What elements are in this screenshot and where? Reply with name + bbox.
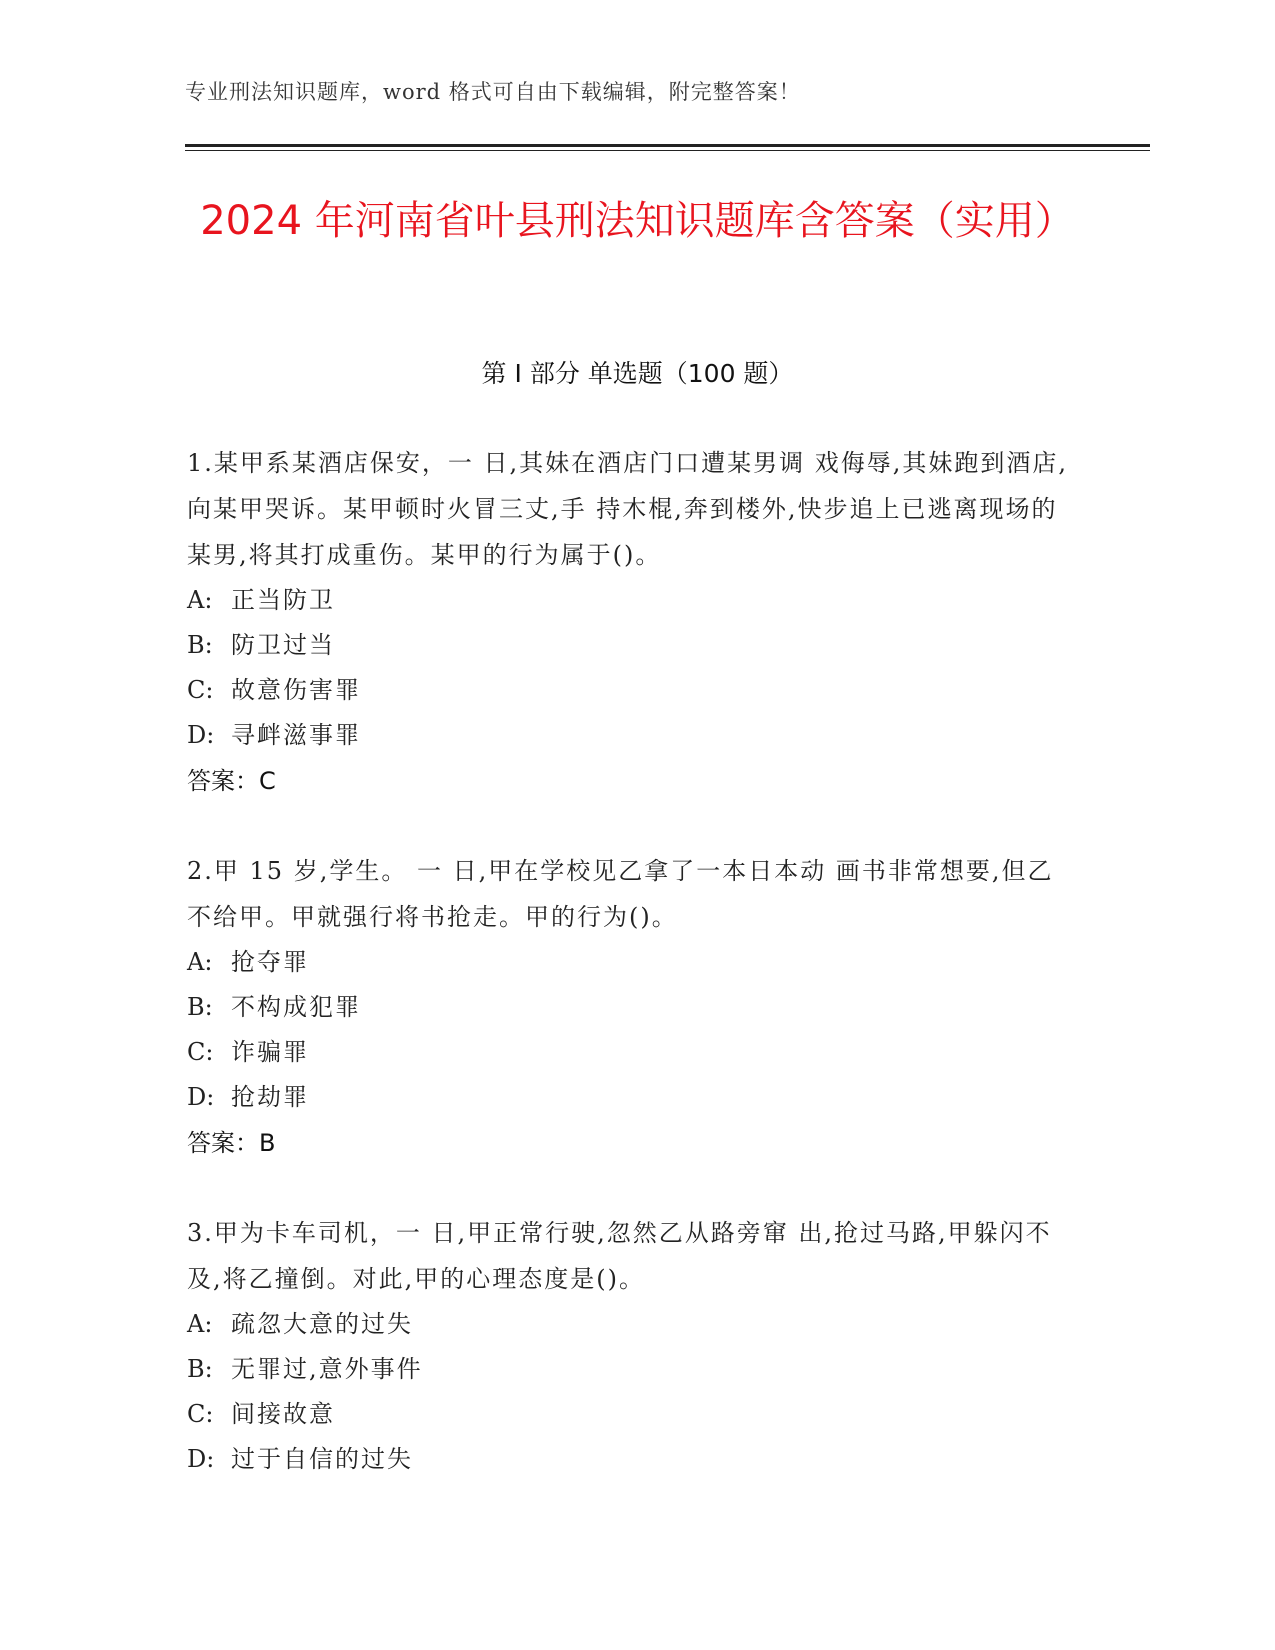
option-text: 防卫过当 — [231, 631, 335, 659]
question-text: 2.甲 15 岁,学生。 一 日,甲在学校见乙拿了一本日本动 画书非常想要,但乙不给甲。甲就强行将书抢走。甲的行为()。 — [187, 857, 1054, 931]
answer-label: 答案： — [187, 767, 259, 795]
option-text: 正当防卫 — [231, 586, 335, 614]
question-list — [187, 440, 1072, 1526]
option-letter: B: — [187, 631, 213, 659]
option-b — [187, 985, 1072, 1030]
option-text: 疏忽大意的过失 — [231, 1310, 413, 1338]
header-rule-thick — [185, 144, 1150, 147]
option-b — [187, 623, 1072, 668]
question-2 — [187, 848, 1072, 1166]
option-letter: B: — [187, 993, 213, 1021]
answer-line — [187, 758, 1072, 804]
question-text: 3.甲为卡车司机，一 日,甲正常行驶,忽然乙从路旁窜 出,抢过马路,甲躲闪不及,将乙撞倒。对此,甲的心理态度是()。 — [187, 1219, 1052, 1293]
question-text: 1.某甲系某酒店保安，一 日,其妹在酒店门口遭某男调 戏侮辱,其妹跑到酒店,向某甲哭诉。某甲顿时火冒三丈,手 持木棍,奔到楼外,快步追上已逃离现场的某男,将其打成重伤。某甲的行为属于()。 — [187, 449, 1069, 569]
option-d — [187, 1437, 1072, 1482]
option-letter: D: — [187, 1445, 215, 1473]
option-d — [187, 713, 1072, 758]
option-letter: C: — [187, 1038, 214, 1066]
option-c — [187, 1392, 1072, 1437]
option-c — [187, 1030, 1072, 1075]
option-c — [187, 668, 1072, 713]
option-text: 无罪过,意外事件 — [231, 1355, 423, 1383]
option-letter: D: — [187, 721, 215, 749]
option-letter: C: — [187, 1400, 214, 1428]
option-letter: D: — [187, 1083, 215, 1111]
answer-value: C — [259, 767, 276, 795]
option-text: 间接故意 — [231, 1400, 335, 1428]
option-letter: A: — [187, 1310, 213, 1338]
answer-value: B — [259, 1129, 276, 1157]
option-a — [187, 1302, 1072, 1347]
option-b — [187, 1347, 1072, 1392]
section-heading: 第 I 部分 单选题（100 题） — [481, 359, 794, 388]
option-a — [187, 940, 1072, 985]
option-text: 诈骗罪 — [231, 1038, 309, 1066]
option-letter: C: — [187, 676, 214, 704]
question-1 — [187, 440, 1072, 804]
option-text: 抢劫罪 — [231, 1083, 309, 1111]
option-text: 不构成犯罪 — [231, 993, 361, 1021]
option-text: 寻衅滋事罪 — [231, 721, 361, 749]
option-text: 过于自信的过失 — [231, 1445, 413, 1473]
option-letter: A: — [187, 948, 213, 976]
header-note: 专业刑法知识题库，word 格式可自由下载编辑，附完整答案！ — [185, 80, 801, 104]
option-a — [187, 578, 1072, 623]
document-title: 2024 年河南省叶县刑法知识题库含答案（实用） — [200, 198, 1075, 244]
option-text: 故意伤害罪 — [231, 676, 361, 704]
option-letter: A: — [187, 586, 213, 614]
option-letter: B: — [187, 1355, 213, 1383]
option-d — [187, 1075, 1072, 1120]
header-rule-thin — [185, 150, 1150, 151]
question-3 — [187, 1210, 1072, 1482]
answer-line — [187, 1120, 1072, 1166]
option-text: 抢夺罪 — [231, 948, 309, 976]
answer-label: 答案： — [187, 1129, 259, 1157]
